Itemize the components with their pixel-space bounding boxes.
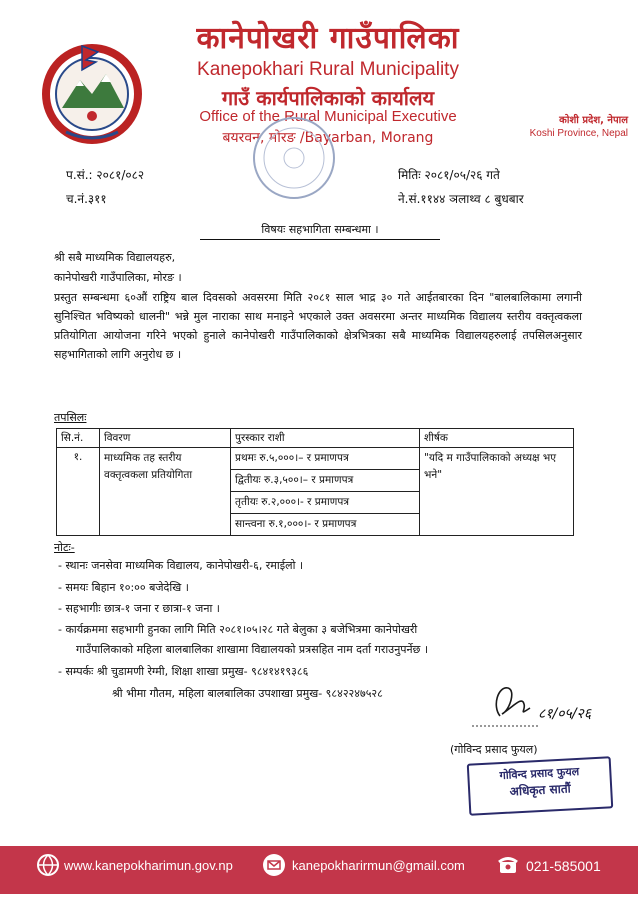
addressee-line-2: कानेपोखरी गाउँपालिका, मोरङ । bbox=[54, 271, 182, 284]
addressee-line-1: श्री सबै माध्यमिक विद्यालयहरु, bbox=[54, 251, 176, 264]
province-english: Koshi Province, Nepal bbox=[529, 128, 628, 139]
globe-icon bbox=[36, 853, 60, 877]
table-header: विवरण bbox=[100, 429, 231, 448]
footer-website-link[interactable]: www.kanepokharimun.gov.np bbox=[64, 858, 233, 873]
note-time: - समयः बिहान १०:०० बजेदेखि । bbox=[58, 581, 189, 594]
office-name-english: Office of the Rural Municipal Executive bbox=[199, 108, 457, 125]
municipality-emblem-icon bbox=[36, 36, 148, 148]
note-venue: - स्थानः जनसेवा माध्यमिक विद्यालय, कानेपोखरी-६, रमाईलो । bbox=[58, 559, 304, 572]
notes-label: नोटः- bbox=[54, 541, 75, 554]
prize-table bbox=[56, 428, 574, 536]
note-registration-cont: गाउँपालिकाको महिला बालबालिका शाखामा विद्यालयको प्रत्रसहित नाम दर्ता गराउनुपर्नेछ । bbox=[76, 643, 429, 656]
table-cell-prizes bbox=[231, 448, 420, 536]
schedule-label: तपसिलः bbox=[54, 411, 87, 424]
nepal-sambat-date: ने.सं.११४४ ञलाथ्व ८ बुधबार bbox=[398, 192, 524, 206]
letter-date: मितिः २०८१/०५/२६ गते bbox=[398, 168, 500, 182]
email-icon bbox=[262, 853, 286, 877]
dispatch-number: च.नं.३११ bbox=[66, 192, 107, 206]
stamp-name: गोविन्द प्रसाद फुयल bbox=[499, 764, 580, 783]
stamp-title: अधिकृत सातौं bbox=[509, 781, 572, 799]
table-header-row bbox=[57, 429, 574, 448]
note-contact-2: श्री भीमा गौतम, महिला बालबालिका उपशाखा प्रमुख- ९८४२२४७५२८ bbox=[112, 687, 383, 700]
signatory-name: (गोविन्द प्रसाद फुयल) bbox=[450, 743, 538, 756]
letter-body: प्रस्तुत सम्बन्धमा ६०औं राष्ट्रिय बाल दिवसको अवसरमा मिति २०८१ साल भाद्र ३० गते आईतबारका दिन "बालबालिकामा लगानी सुनिश्चित भविष्यको धालनी" भन्ने मुल नाराका साथ मनाइने भएकाले उक्त अवसरमा अन्तर माध्यमिक विद्यालय स्तरीय वक्तृत्वकला प्रतियोगिता आयोजना गरिने भएको हुनाले कानेपोखरी गाउँपालिकाको क्षेत्रभित्रका सबै माध्यमिक विद्यालयहरुलाई तपसिलअनुसार सहभागिताको लागि अनुरोध छ । bbox=[54, 291, 582, 361]
letter-subject: विषयः सहभागिता सम्बन्धमा । bbox=[200, 222, 440, 240]
signature-date: ८१/०५/२६ bbox=[538, 706, 592, 722]
office-seal-icon bbox=[250, 114, 338, 202]
prize-second: द्वितीयः रु.३,५००।– र प्रमाणपत्र bbox=[231, 470, 419, 492]
reference-number: प.सं.: २०८१/०८२ bbox=[66, 168, 145, 182]
office-name-nepali: गाउँ कार्यपालिकाको कार्यालय bbox=[221, 86, 435, 110]
phone-icon bbox=[496, 853, 520, 877]
footer-email-link[interactable]: kanepokharirmun@gmail.com bbox=[292, 858, 465, 873]
table-header: शीर्षक bbox=[420, 429, 574, 448]
note-participants: - सहभागीः छात्र-१ जना र छात्रा-१ जना । bbox=[58, 602, 220, 615]
municipality-name-english: Kanepokhari Rural Municipality bbox=[197, 59, 459, 80]
table-header: सि.नं. bbox=[57, 429, 100, 448]
note-registration: - कार्यक्रममा सहभागी हुनका लागि मिति २०८१।०५।२८ गते बेलुका ३ बजेभित्रमा कानेपोखरी bbox=[58, 623, 418, 636]
municipality-name-nepali: कानेपोखरी गाउँपालिका bbox=[196, 21, 460, 56]
office-address: बयरवन, मोरङ /Bayarban, Morang bbox=[222, 130, 434, 146]
table-cell-description: माध्यमिक तह स्तरीय वक्तृत्वकला प्रतियोगिता bbox=[100, 448, 231, 536]
officer-stamp bbox=[467, 756, 614, 815]
prize-first: प्रथमः रु.५,०००।– र प्रमाणपत्र bbox=[231, 448, 419, 470]
table-cell-title: "यदि म गाउँपालिकाको अध्यक्ष भए भने" bbox=[420, 448, 574, 536]
prize-third: तृतीयः रु.२,०००।- र प्रमाणपत्र bbox=[231, 492, 419, 514]
prize-consolation: सान्त्वना रु.१,०००।- र प्रमाणपत्र bbox=[235, 518, 357, 530]
table-row bbox=[57, 448, 574, 536]
table-header: पुरस्कार राशी bbox=[231, 429, 420, 448]
note-contact-1: - सम्पर्कः श्री चुडामणी रेग्मी, शिक्षा शाखा प्रमुख- ९८४१४१९३८६ bbox=[58, 665, 309, 678]
table-cell-sn: १. bbox=[57, 448, 100, 536]
province-nepali: कोशी प्रदेश, नेपाल bbox=[559, 115, 628, 126]
footer-phone: 021-585001 bbox=[526, 858, 601, 874]
